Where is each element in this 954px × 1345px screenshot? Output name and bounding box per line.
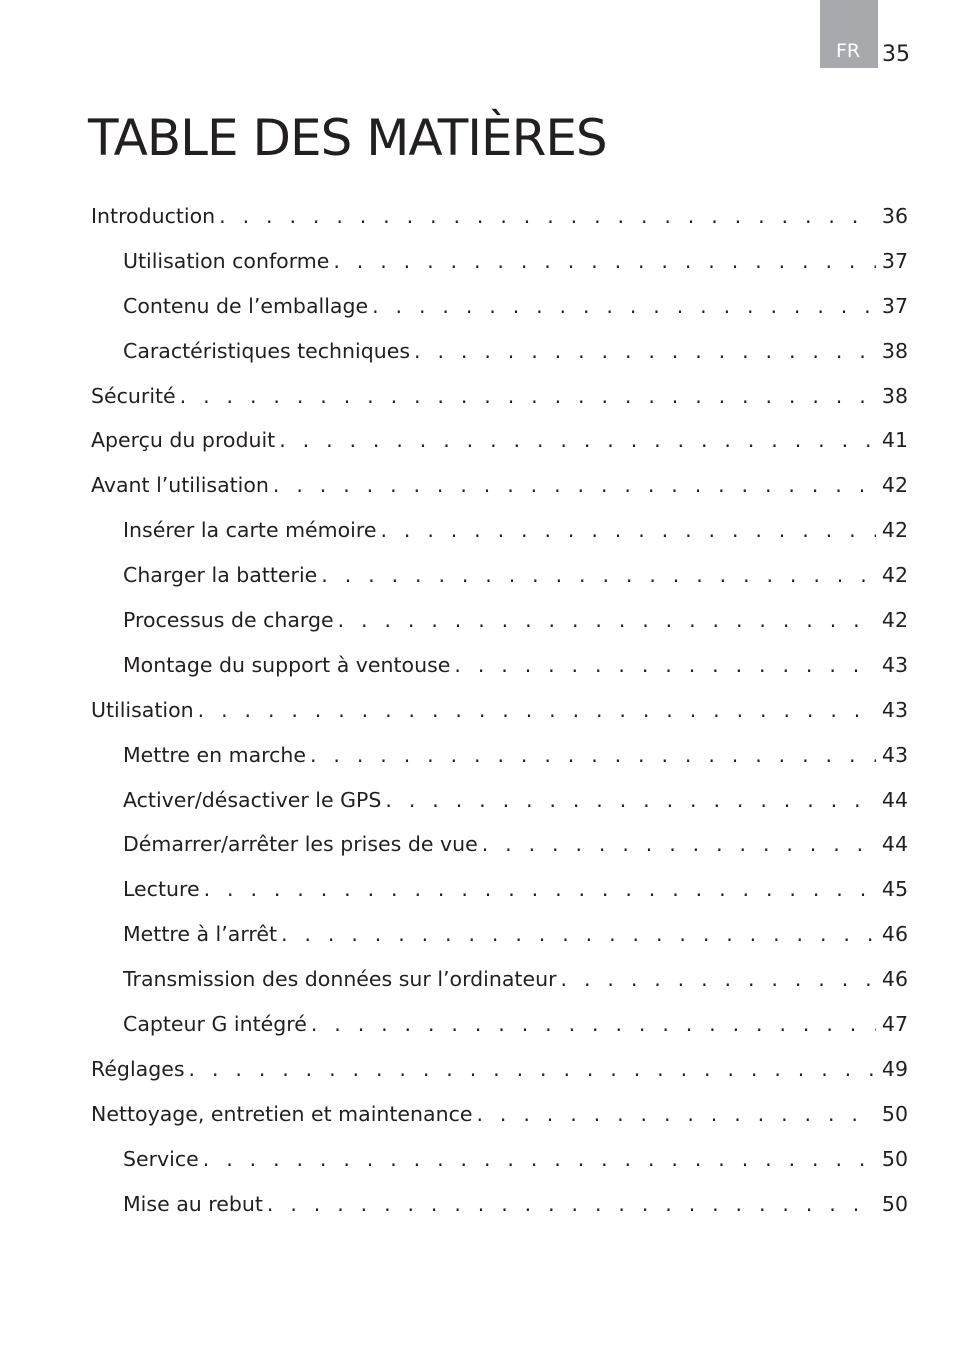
toc-entry[interactable] [91, 912, 908, 957]
toc-entry-label: Introduction [91, 203, 216, 228]
toc-dot-leader [414, 329, 876, 374]
toc-entry[interactable] [91, 374, 908, 419]
toc-entry-page: 37 [881, 293, 908, 318]
toc-entry[interactable] [91, 1002, 908, 1047]
toc-entry-label: Montage du support à ventouse [123, 652, 451, 677]
toc-dot-leader [219, 194, 876, 239]
toc-entry[interactable] [91, 688, 908, 733]
toc-entry-page: 42 [881, 608, 908, 632]
toc-entry-label: Lecture [123, 877, 200, 902]
toc-entry-page: 38 [881, 383, 908, 408]
toc-dot-leader [310, 733, 876, 778]
toc-entry[interactable] [91, 463, 908, 508]
page-number: 35 [882, 42, 910, 67]
table-of-contents [91, 194, 908, 1226]
toc-entry[interactable] [91, 822, 908, 867]
toc-entry-label: Sécurité [91, 383, 176, 408]
toc-entry-label: Mise au rebut [123, 1191, 263, 1216]
toc-entry-page: 43 [881, 697, 908, 722]
toc-entry[interactable] [91, 957, 908, 1002]
toc-entry-label: Aperçu du produit [91, 428, 276, 453]
toc-entry[interactable] [91, 733, 908, 778]
toc-entry[interactable] [91, 553, 908, 598]
toc-entry-page: 44 [881, 787, 908, 812]
toc-entry-label: Mettre en marche [123, 742, 306, 767]
toc-entry-page: 42 [881, 473, 908, 498]
toc-entry[interactable] [91, 284, 908, 329]
toc-dot-leader [281, 912, 876, 957]
toc-entry-page: 50 [881, 1191, 908, 1216]
toc-entry-label: Avant l’utilisation [91, 473, 269, 498]
toc-entry-label: Nettoyage, entretien et maintenance [91, 1101, 473, 1126]
toc-entry-page: 37 [881, 248, 908, 273]
toc-dot-leader [189, 1047, 876, 1092]
toc-entry[interactable] [91, 508, 908, 553]
toc-entry-label: Réglages [91, 1056, 185, 1081]
toc-entry-page: 46 [881, 922, 908, 947]
page-title: TABLE DES MATIÈRES [88, 109, 607, 167]
toc-dot-leader [372, 284, 876, 329]
toc-entry[interactable] [91, 867, 908, 912]
toc-dot-leader [321, 553, 876, 598]
toc-dot-leader [204, 867, 876, 912]
toc-entry-label: Capteur G intégré [123, 1012, 307, 1037]
toc-dot-leader [380, 508, 875, 553]
toc-dot-leader [203, 1137, 876, 1182]
toc-entry-label: Contenu de l’emballage [123, 293, 369, 318]
toc-entry-page: 43 [881, 652, 908, 677]
toc-dot-leader [333, 239, 876, 284]
toc-dot-leader [561, 957, 876, 1002]
toc-dot-leader [180, 374, 876, 419]
toc-entry-label: Caractéristiques techniques [123, 338, 411, 363]
toc-entry[interactable] [91, 1047, 908, 1092]
toc-entry[interactable] [91, 1182, 908, 1227]
toc-dot-leader [267, 1182, 876, 1227]
toc-entry[interactable] [91, 643, 908, 688]
toc-entry-page: 44 [881, 832, 908, 857]
toc-entry-page: 41 [881, 428, 908, 453]
toc-entry[interactable] [91, 329, 908, 374]
toc-dot-leader [273, 463, 876, 508]
toc-entry-label: Activer/désactiver le GPS [123, 787, 382, 812]
toc-dot-leader [476, 1092, 875, 1137]
toc-dot-leader [311, 1002, 876, 1047]
language-label: FR [836, 40, 861, 62]
toc-entry-label: Transmission des données sur l’ordinateur [123, 967, 557, 992]
toc-dot-leader [454, 643, 876, 688]
toc-dot-leader [482, 822, 876, 867]
toc-entry-page: 36 [881, 203, 908, 228]
toc-entry-label: Charger la batterie [123, 563, 318, 588]
toc-entry-page: 42 [881, 518, 908, 543]
toc-entry-page: 42 [881, 563, 908, 588]
toc-entry-page: 38 [881, 338, 908, 363]
toc-entry-page: 43 [881, 742, 908, 767]
language-tab [820, 0, 878, 68]
toc-dot-leader [385, 778, 876, 823]
toc-entry-page: 50 [881, 1146, 908, 1171]
toc-entry-page: 46 [881, 967, 908, 992]
toc-entry-label: Mettre à l’arrêt [123, 922, 278, 947]
toc-dot-leader [338, 598, 876, 643]
toc-entry-label: Démarrer/arrêter les prises de vue [123, 832, 478, 857]
toc-entry[interactable] [91, 418, 908, 463]
toc-entry-page: 49 [881, 1056, 908, 1081]
toc-dot-leader [198, 688, 876, 733]
toc-entry-label: Utilisation conforme [123, 248, 330, 273]
toc-entry[interactable] [91, 598, 908, 643]
toc-entry-page: 50 [881, 1101, 908, 1126]
toc-entry[interactable] [91, 1137, 908, 1182]
toc-dot-leader [279, 418, 876, 463]
toc-entry[interactable] [91, 239, 908, 284]
toc-entry-label: Service [123, 1146, 199, 1171]
toc-entry-label: Utilisation [91, 697, 194, 722]
toc-entry-label: Processus de charge [123, 608, 334, 632]
toc-entry[interactable] [91, 1092, 908, 1137]
toc-entry-page: 47 [881, 1012, 908, 1037]
toc-entry[interactable] [91, 778, 908, 823]
toc-entry-label: Insérer la carte mémoire [123, 518, 377, 543]
toc-entry[interactable] [91, 194, 908, 239]
toc-entry-page: 45 [881, 877, 908, 902]
